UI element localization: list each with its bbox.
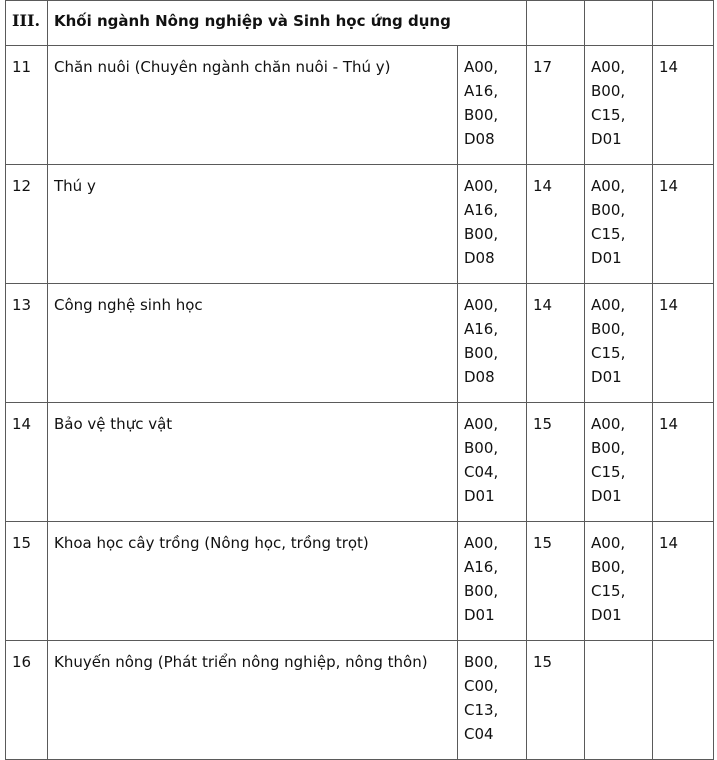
subject-groups-b [585,641,653,760]
table-row [6,284,714,403]
subject-groups-a [458,403,527,522]
subject-code: B00, [464,344,499,362]
subject-groups-b [585,403,653,522]
subject-code: A00, [591,58,626,76]
subject-code: B00, [464,106,499,124]
section-header-row [6,1,714,46]
major-name: Bảo vệ thực vật [48,403,458,522]
subject-code: B00, [591,82,626,100]
score-b: 14 [653,284,714,403]
score-a: 15 [527,641,585,760]
row-number: 15 [6,522,48,641]
major-name: Khoa học cây trồng (Nông học, trồng trọt) [48,522,458,641]
subject-code: B00, [591,558,626,576]
score-a: 15 [527,522,585,641]
subject-code: D01 [464,487,495,505]
subject-code: C15, [591,225,626,243]
subject-code: A00, [591,296,626,314]
subject-code: B00, [464,225,499,243]
subject-code: C04, [464,463,499,481]
subject-groups-b [585,522,653,641]
table-row [6,641,714,760]
subject-code: A00, [464,534,499,552]
subject-code: A16, [464,82,499,100]
subject-groups-a [458,522,527,641]
score-b: 14 [653,165,714,284]
empty-cell [653,1,714,46]
subject-code: C15, [591,582,626,600]
major-name: Khuyến nông (Phát triển nông nghiệp, nông thôn) [48,641,458,760]
section-title: Khối ngành Nông nghiệp và Sinh học ứng dụng [48,1,527,46]
major-name: Chăn nuôi (Chuyên ngành chăn nuôi - Thú y) [48,46,458,165]
subject-code: A00, [591,534,626,552]
subject-code: D01 [591,606,622,624]
major-name: Công nghệ sinh học [48,284,458,403]
score-a: 14 [527,284,585,403]
score-b [653,641,714,760]
subject-code: C15, [591,106,626,124]
major-name: Thú y [48,165,458,284]
subject-groups-a [458,46,527,165]
subject-code: D08 [464,249,495,267]
subject-code: A00, [591,415,626,433]
subject-code: D08 [464,368,495,386]
score-a: 15 [527,403,585,522]
subject-code: B00, [591,201,626,219]
subject-code: C13, [464,701,499,719]
subject-code: B00, [464,582,499,600]
table-row [6,403,714,522]
empty-cell [527,1,585,46]
subject-groups-b [585,284,653,403]
subject-code: A16, [464,320,499,338]
subject-code: B00, [591,320,626,338]
score-b: 14 [653,522,714,641]
subject-code: D01 [591,368,622,386]
subject-code: A16, [464,201,499,219]
score-a: 17 [527,46,585,165]
subject-code: C00, [464,677,499,695]
subject-code: A00, [464,58,499,76]
row-number: 11 [6,46,48,165]
subject-code: D01 [591,130,622,148]
subject-code: C15, [591,463,626,481]
subject-groups-a [458,165,527,284]
subject-code: D01 [464,606,495,624]
subject-groups-a [458,641,527,760]
subject-code: A00, [464,177,499,195]
section-number: III. [6,1,48,46]
subject-code: D01 [591,249,622,267]
subject-code: A00, [591,177,626,195]
score-a: 14 [527,165,585,284]
subject-code: D01 [591,487,622,505]
table-row [6,165,714,284]
subject-code: B00, [591,439,626,457]
row-number: 14 [6,403,48,522]
row-number: 13 [6,284,48,403]
subject-groups-b [585,46,653,165]
subject-code: B00, [464,439,499,457]
row-number: 16 [6,641,48,760]
empty-cell [585,1,653,46]
score-b: 14 [653,403,714,522]
subject-code: D08 [464,130,495,148]
table-row [6,46,714,165]
subject-code: A00, [464,296,499,314]
table-row [6,522,714,641]
row-number: 12 [6,165,48,284]
score-b: 14 [653,46,714,165]
subject-code: C15, [591,344,626,362]
subject-code: A16, [464,558,499,576]
subject-code: C04 [464,725,494,743]
admissions-table [5,0,714,760]
subject-code: A00, [464,415,499,433]
subject-code: B00, [464,653,499,671]
subject-groups-b [585,165,653,284]
subject-groups-a [458,284,527,403]
